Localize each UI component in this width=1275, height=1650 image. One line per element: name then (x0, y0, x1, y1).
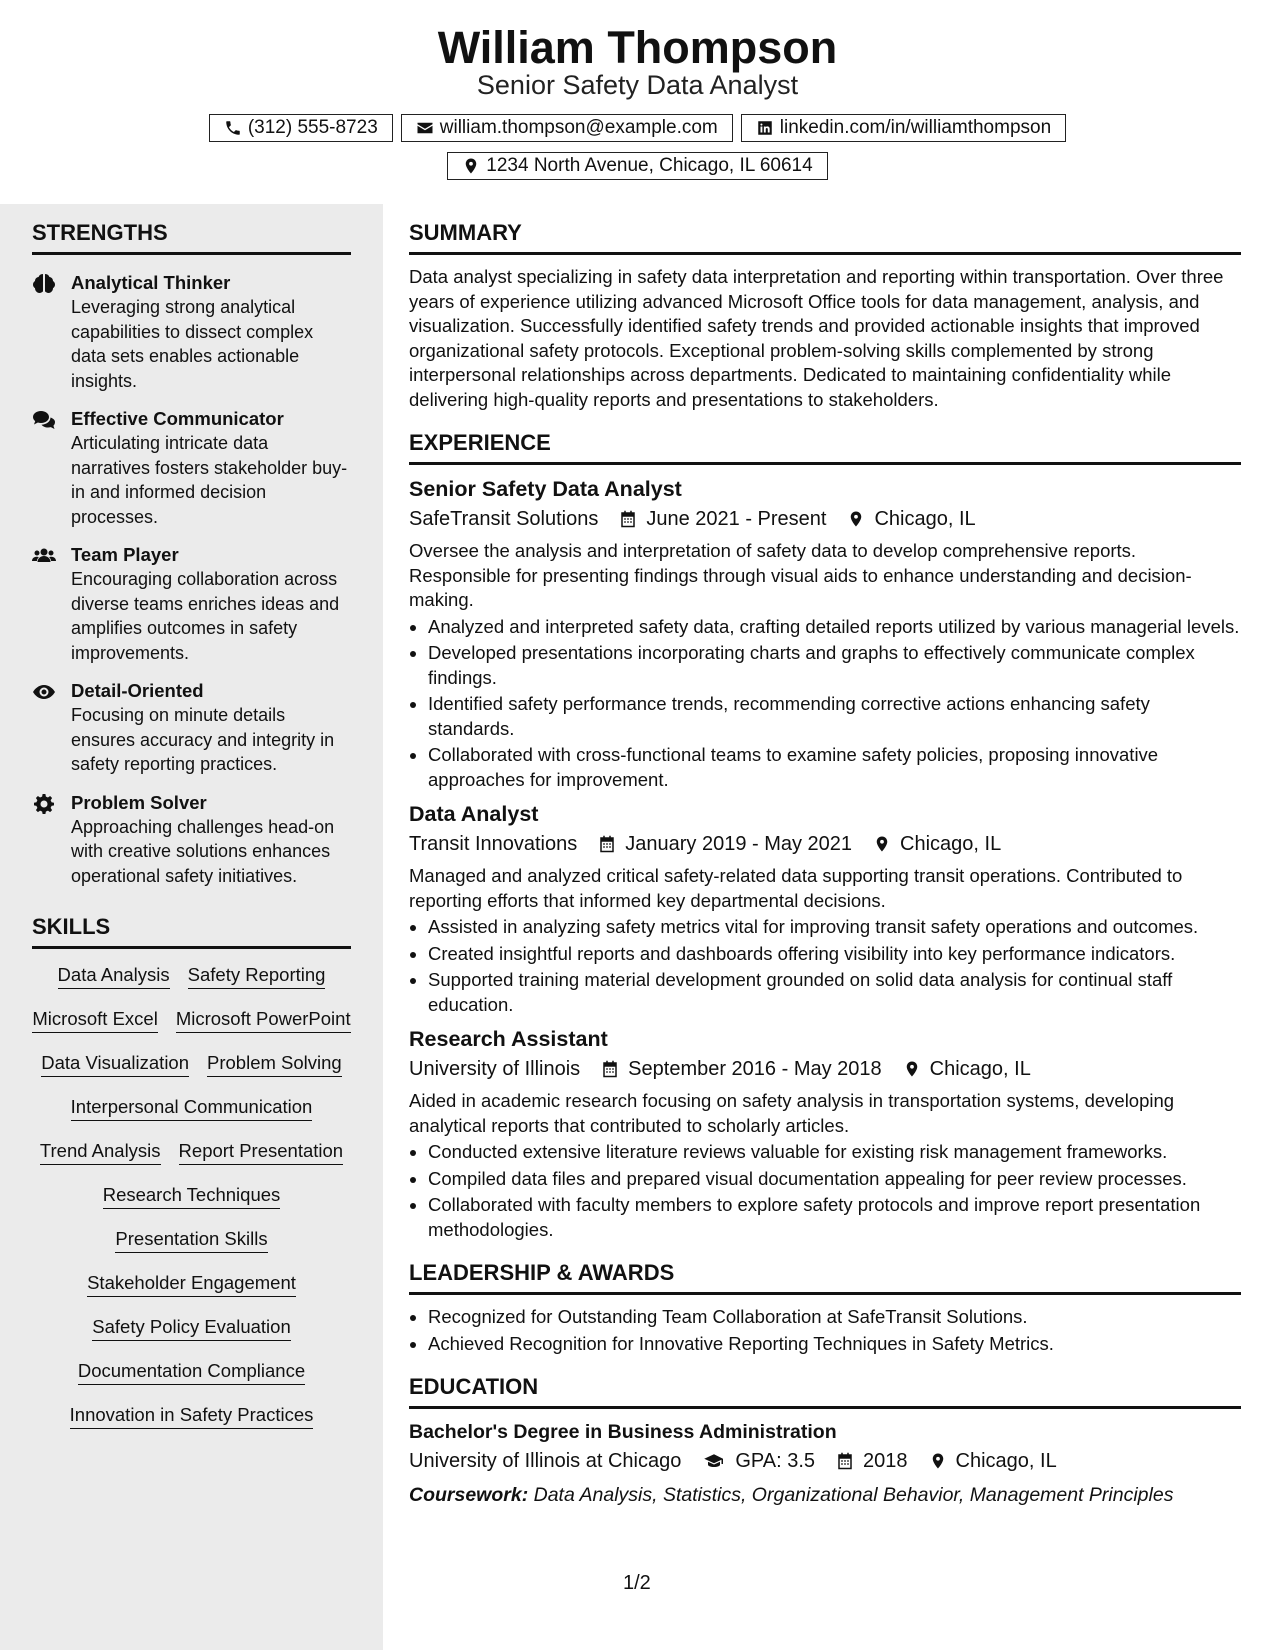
calendar-icon (619, 510, 637, 528)
strength-description: Approaching challenges head-on with creative solutions enhances operational safety initiatives. (71, 816, 335, 886)
job-bullet: • Analyzed and interpreted safety data, crafting detailed reports utilized by various managerial levels. (428, 615, 1241, 640)
strength-title: Problem Solver (71, 791, 207, 813)
strength-item (32, 271, 351, 393)
job-location: Chicago, IL (929, 1058, 1031, 1080)
skill-tag: Data Analysis (58, 963, 170, 989)
experience-heading: EXPERIENCE (409, 430, 1241, 465)
job-company: SafeTransit Solutions (409, 508, 599, 530)
job-dates: June 2021 - Present (646, 508, 827, 530)
strength-description: Articulating intricate data narratives fosters stakeholder buy-in and informed decision processes. (71, 433, 348, 527)
job-company: University of Illinois (409, 1058, 581, 1080)
education-heading: EDUCATION (409, 1374, 1241, 1409)
map-marker-icon (847, 510, 865, 528)
skill-tag: Trend Analysis (40, 1139, 161, 1165)
job-dates: September 2016 - May 2018 (628, 1058, 882, 1080)
job-title: Research Assistant (409, 1027, 608, 1051)
job-bullets (409, 1140, 1241, 1242)
address-text: 1234 North Avenue, Chicago, IL 60614 (486, 155, 813, 176)
job-dates: January 2019 - May 2021 (625, 833, 853, 855)
education-degree: Bachelor's Degree in Business Administration (409, 1421, 837, 1443)
strengths-list (32, 271, 351, 888)
calendar-icon (836, 1452, 854, 1470)
summary-text: Data analyst specializing in safety data interpretation and reporting within transportation. Over three years of experience utilizing advanced Microsoft Office tools for data management, analysis, and visualization. Successfully identified safety trends and provided actionable insights that improved organizational safety protocols. Exceptional problem-solving skills complemented by strong interpersonal relationships across departments. Dedicated to maintaining confidentiality while delivering high-quality reports and presentations to stakeholders. (409, 266, 1224, 410)
skill-tag: Interpersonal Communication (71, 1095, 313, 1121)
skill-tag: Safety Policy Evaluation (92, 1315, 290, 1341)
contact-row-2 (0, 152, 1275, 180)
calendar-icon (598, 835, 616, 853)
phone-text: (312) 555-8723 (247, 117, 378, 138)
brain-icon (32, 273, 56, 295)
job-location: Chicago, IL (874, 508, 976, 530)
email-chip[interactable] (401, 114, 733, 142)
calendar-icon (601, 1060, 619, 1078)
linkedin-chip[interactable] (741, 114, 1066, 142)
skill-tag: Innovation in Safety Practices (70, 1403, 314, 1429)
strength-item (32, 791, 351, 889)
main-content (409, 220, 1241, 1509)
job-bullet: • Supported training material development grounded on solid data analysis for continual staff education. (428, 968, 1241, 1017)
education-meta (409, 1447, 1241, 1475)
job-description: Oversee the analysis and interpretation of safety data to develop comprehensive reports. Responsible for presenting findings through visual aids to enhance understanding and decision-making. (409, 540, 1192, 610)
strength-item (32, 543, 351, 665)
job-description: Aided in academic research focusing on safety analysis in transportation systems, developing analytical reports that contributed to scholarly articles. (409, 1090, 1175, 1136)
strength-description: Focusing on minute details ensures accuracy and integrity in safety reporting practices. (71, 705, 335, 774)
job-meta (409, 505, 1241, 533)
graduation-cap-icon (702, 1452, 726, 1470)
sidebar-content (32, 220, 351, 1429)
education-location: Chicago, IL (955, 1450, 1057, 1472)
award-item: • Recognized for Outstanding Team Collaboration at SafeTransit Solutions. (428, 1305, 1241, 1330)
job-bullets (409, 615, 1241, 793)
map-marker-icon (873, 835, 891, 853)
leadership-heading: LEADERSHIP & AWARDS (409, 1260, 1241, 1295)
phone-icon (224, 119, 242, 137)
sidebar (0, 204, 383, 1650)
job-bullet: • Collaborated with faculty members to explore safety protocols and improve report presentation methodologies. (428, 1193, 1241, 1242)
job-bullet: • Assisted in analyzing safety metrics vital for improving transit safety operations and outcomes. (428, 915, 1241, 940)
strength-item (32, 679, 351, 777)
linkedin-text: linkedin.com/in/williamthompson (779, 117, 1052, 138)
comments-icon (32, 409, 56, 431)
skill-tag: Stakeholder Engagement (87, 1271, 296, 1297)
skill-tag: Research Techniques (103, 1183, 281, 1209)
award-item: • Achieved Recognition for Innovative Reporting Techniques in Safety Metrics. (428, 1332, 1241, 1357)
envelope-icon (416, 119, 434, 137)
education-year: 2018 (863, 1450, 908, 1472)
address-chip[interactable] (447, 152, 827, 180)
coursework-text: Data Analysis, Statistics, Organizational Behavior, Management Principles (533, 1484, 1174, 1506)
skill-tag: Problem Solving (207, 1051, 342, 1077)
job-bullet: • Created insightful reports and dashboards offering visibility into key performance indicators. (428, 942, 1241, 967)
strength-description: Leveraging strong analytical capabilities to dissect complex data sets enables actionable insights. (71, 297, 314, 391)
users-icon (32, 545, 56, 567)
cog-icon (32, 793, 56, 815)
map-marker-icon (929, 1452, 947, 1470)
eye-icon (32, 681, 56, 703)
strength-title: Analytical Thinker (71, 272, 231, 293)
skill-tag: Microsoft Excel (32, 1007, 157, 1033)
candidate-name: William Thompson (437, 22, 838, 73)
strength-description: Encouraging collaboration across diverse teams enriches ideas and amplifies outcomes in safety improvements. (71, 569, 340, 663)
education-gpa: GPA: 3.5 (735, 1450, 816, 1472)
job-entry (409, 1025, 1241, 1242)
coursework-label: Coursework: (409, 1484, 529, 1506)
job-bullet: • Conducted extensive literature reviews valuable for existing risk management frameworks. (428, 1140, 1241, 1165)
strength-title: Team Player (71, 544, 179, 565)
job-bullets (409, 915, 1241, 1017)
job-title: Senior Safety Data Analyst (409, 477, 682, 501)
strength-title: Detail-Oriented (71, 680, 204, 701)
job-bullet: • Identified safety performance trends, recommending corrective actions enhancing safety standards. (428, 692, 1241, 741)
job-entry (409, 475, 1241, 792)
education-coursework (409, 1481, 1241, 1509)
job-bullet: • Compiled data files and prepared visual documentation appealing for peer review processes. (428, 1167, 1241, 1192)
job-company: Transit Innovations (409, 833, 578, 855)
job-bullet: • Developed presentations incorporating charts and graphs to effectively communicate complex findings. (428, 641, 1241, 690)
skills-list (32, 963, 351, 1429)
job-meta (409, 830, 1241, 858)
strength-title: Effective Communicator (71, 408, 284, 429)
skill-tag: Documentation Compliance (78, 1359, 305, 1385)
map-marker-icon (903, 1060, 921, 1078)
leadership-list (409, 1305, 1241, 1356)
job-meta (409, 1055, 1241, 1083)
page-number: 1/2 (623, 1572, 651, 1594)
summary-heading: SUMMARY (409, 220, 1241, 255)
candidate-title: Senior Safety Data Analyst (476, 70, 799, 100)
map-marker-icon (462, 157, 480, 175)
linkedin-icon (756, 119, 774, 137)
phone-chip[interactable] (209, 114, 393, 142)
skill-tag: Report Presentation (179, 1139, 344, 1165)
strength-item (32, 407, 351, 529)
job-title: Data Analyst (409, 802, 539, 826)
skill-tag: Microsoft PowerPoint (176, 1007, 351, 1033)
contact-row (0, 114, 1275, 142)
education-school: University of Illinois at Chicago (409, 1450, 682, 1472)
email-text: william.thompson@example.com (439, 117, 718, 138)
strengths-heading: STRENGTHS (32, 220, 351, 255)
skill-tag: Safety Reporting (188, 963, 326, 989)
job-entry (409, 800, 1241, 1017)
skills-heading: SKILLS (32, 914, 351, 949)
job-description: Managed and analyzed critical safety-related data supporting transit operations. Contributed to reporting efforts that informed key departmental decisions. (409, 865, 1183, 911)
skill-tag: Data Visualization (41, 1051, 189, 1077)
job-location: Chicago, IL (900, 833, 1002, 855)
job-bullet: • Collaborated with cross-functional teams to examine safety policies, proposing innovative approaches for improvement. (428, 743, 1241, 792)
skill-tag: Presentation Skills (115, 1227, 267, 1253)
